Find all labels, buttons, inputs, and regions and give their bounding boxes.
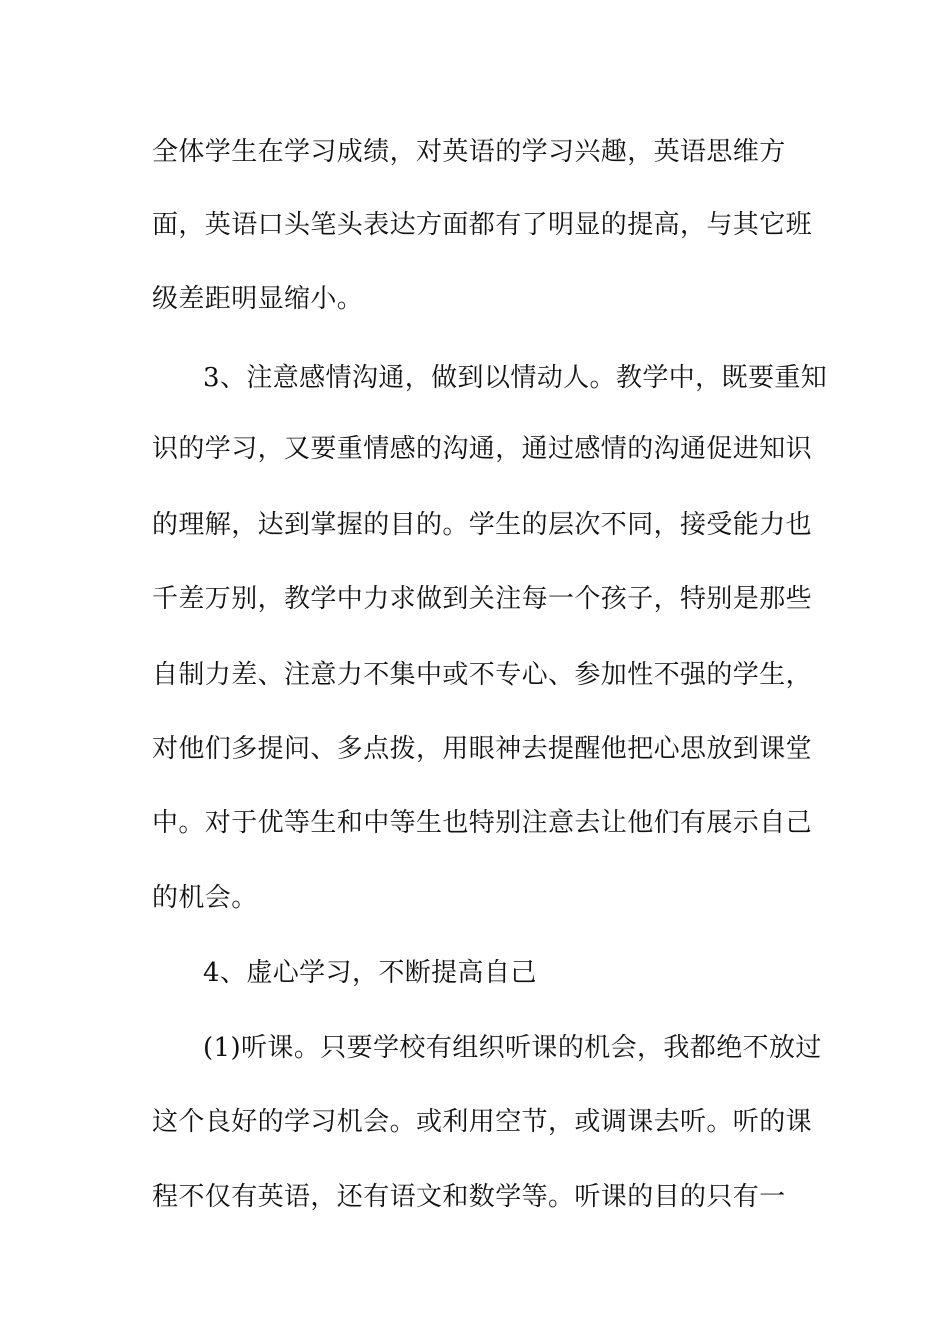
- paragraph-line: 程不仅有英语，还有语文和数学等。听课的目的只有一: [152, 1182, 786, 1212]
- paragraph-line: 自制力差、注意力不集中或不专心、参加性不强的学生，: [152, 660, 813, 690]
- paragraph-line: 全体学生在学习成绩，对英语的学习兴趣，英语思维方: [152, 137, 786, 167]
- paragraph-line: 对他们多提问、多点拨，用眼神去提醒他把心思放到课堂: [152, 734, 813, 764]
- paragraph-line: 的机会。: [152, 883, 258, 913]
- paragraph-line: 级差距明显缩小。: [152, 284, 364, 314]
- paragraph-line: 中。对于优等生和中等生也特别注意去让他们有展示自己: [152, 808, 813, 838]
- paragraph-line: 识的学习，又要重情感的沟通，通过感情的沟通促进知识: [152, 434, 813, 464]
- paragraph-line: 的理解，达到掌握的目的。学生的层次不同，接受能力也: [152, 510, 813, 540]
- paragraph-line: 3、注意感情沟通，做到以情动人。教学中，既要重知: [203, 363, 828, 393]
- paragraph-line: 4、虚心学习，不断提高自己: [203, 958, 537, 988]
- paragraph-line: (1)听课。只要学校有组织听课的机会，我都绝不放过: [203, 1033, 822, 1063]
- paragraph-line: 这个良好的学习机会。或利用空节，或调课去听。听的课: [152, 1107, 813, 1137]
- paragraph-line: 千差万别，教学中力求做到关注每一个孩子，特别是那些: [152, 584, 813, 614]
- paragraph-line: 面，英语口头笔头表达方面都有了明显的提高，与其它班: [152, 210, 813, 240]
